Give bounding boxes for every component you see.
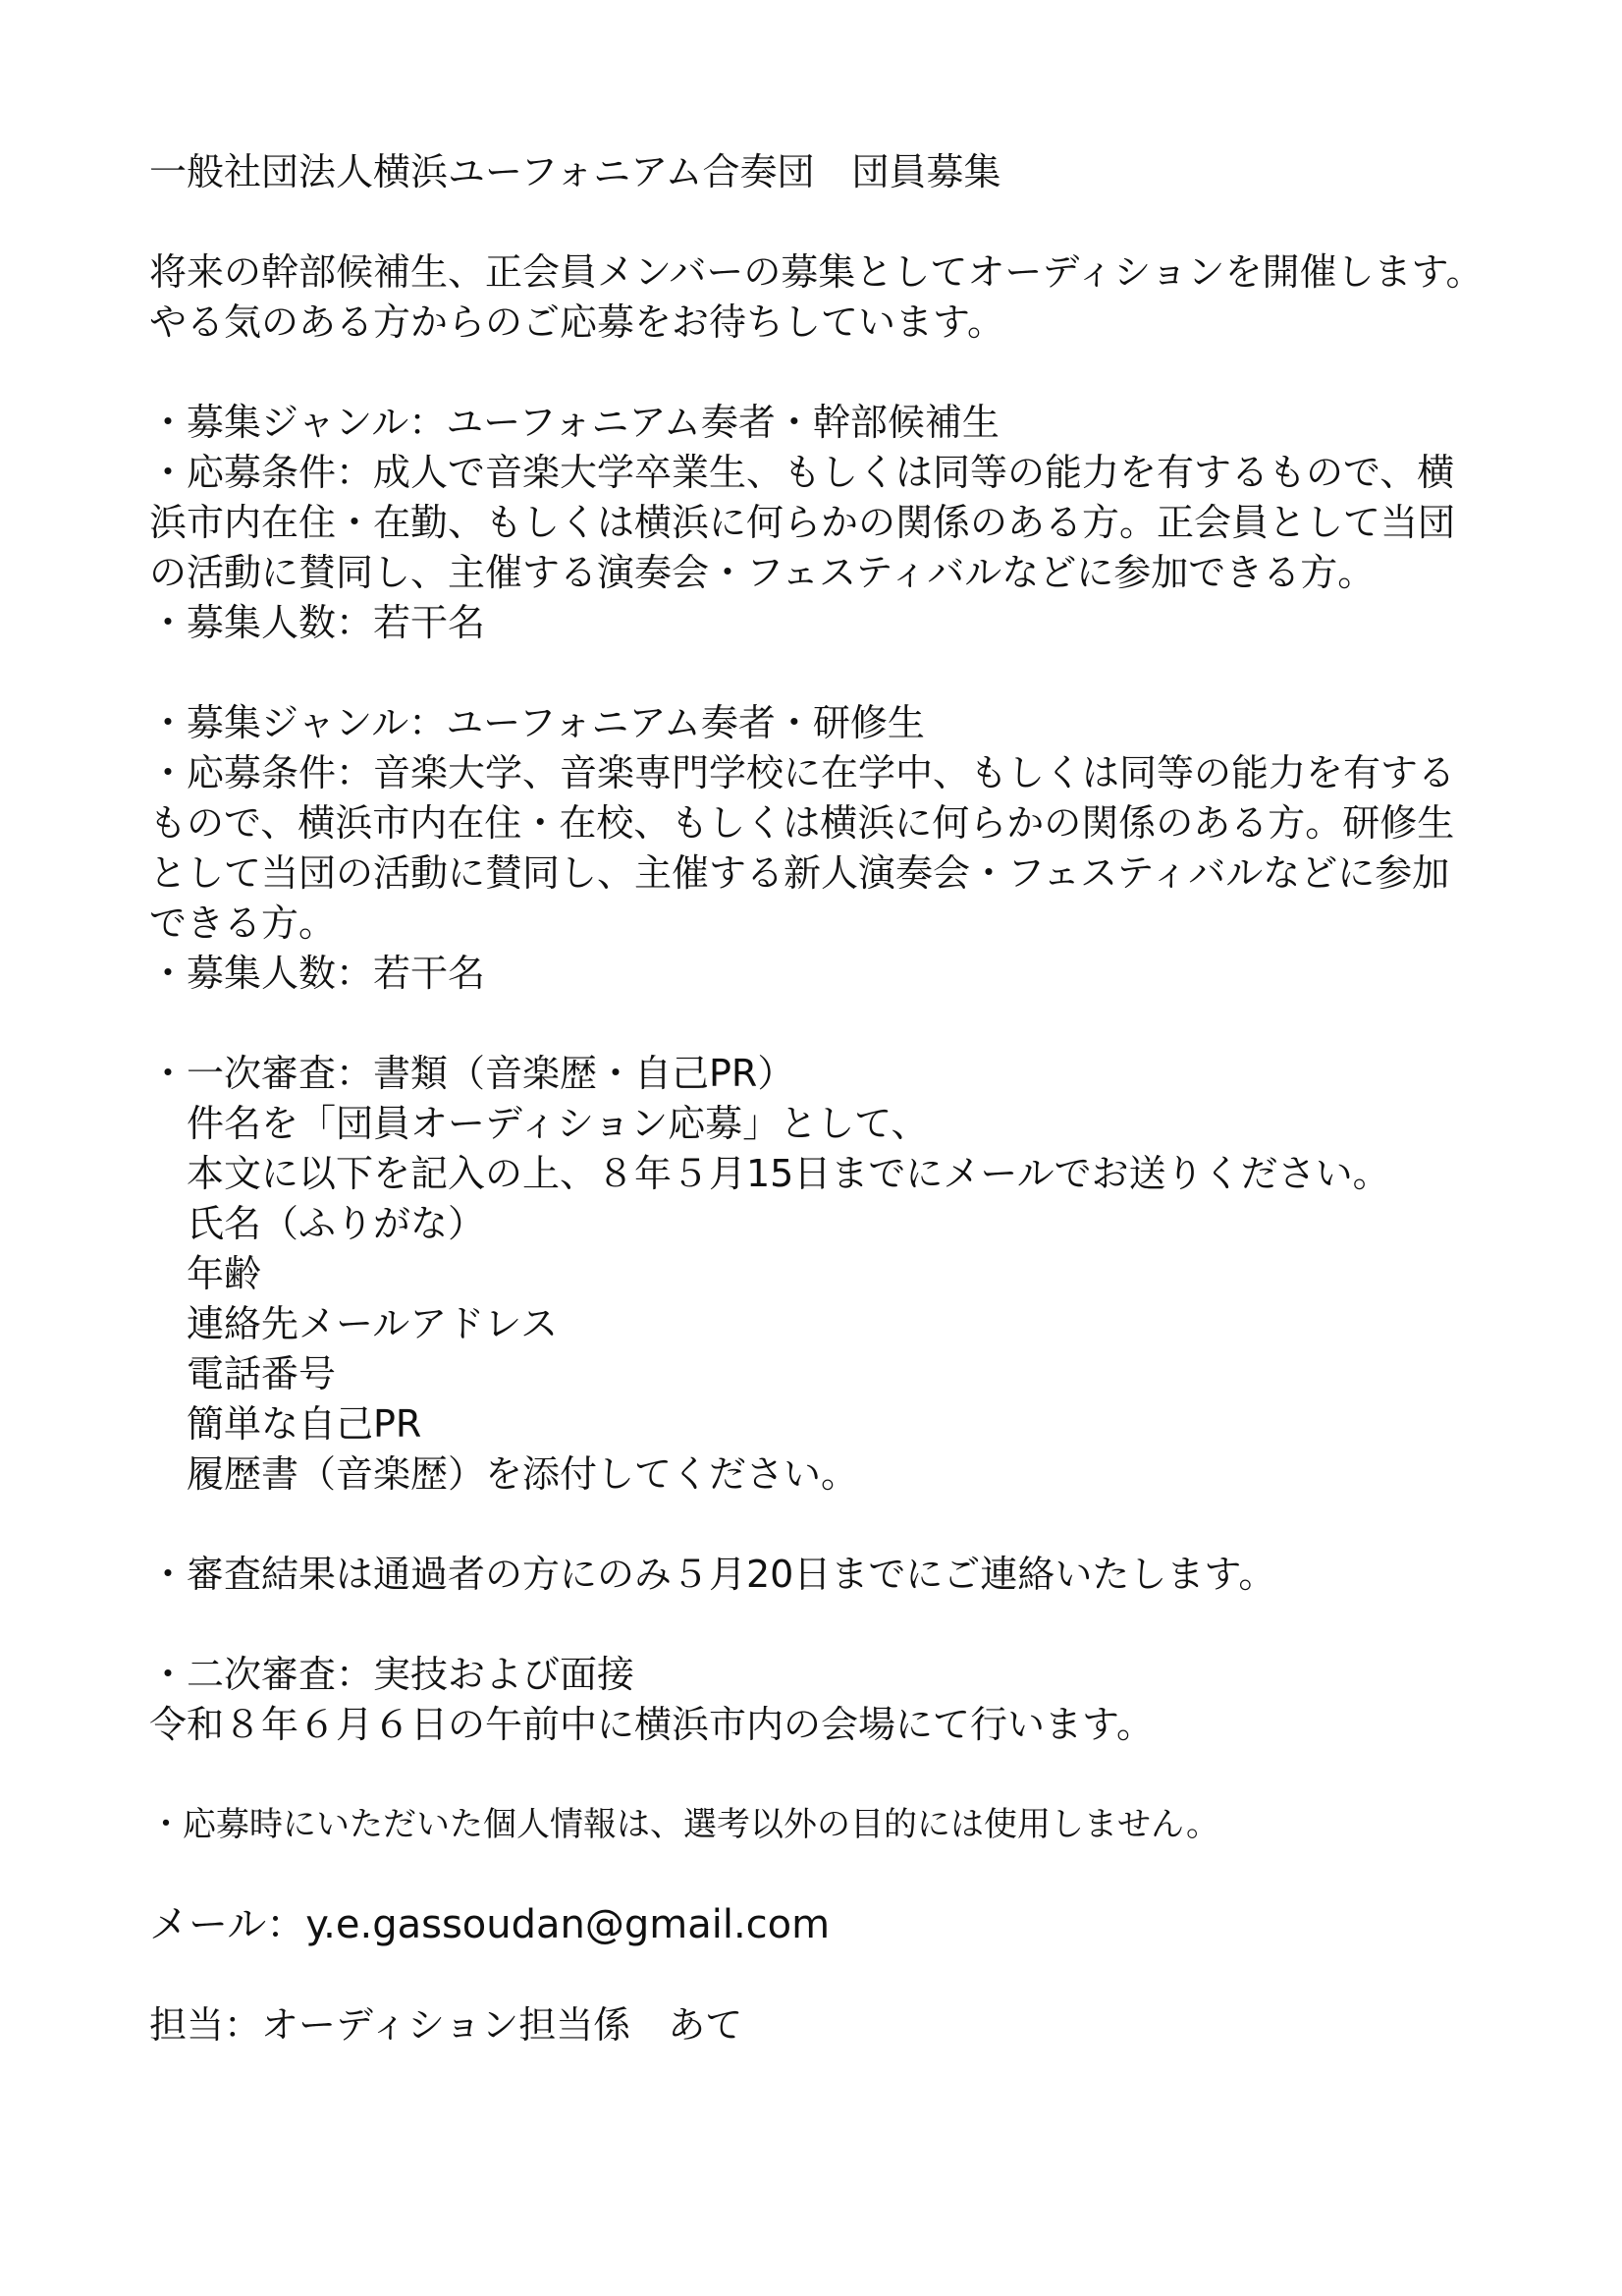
second-screening-detail: 令和８年６月６日の午前中に横浜市内の会場にて行います。 xyxy=(149,1703,1154,1746)
email-subject-instruction: 件名を「団員オーディション応募」として、 xyxy=(187,1102,929,1145)
second-screening-heading: ・二次審査：実技および面接 xyxy=(149,1653,635,1696)
privacy-notice: ・応募時にいただいた個人情報は、選考以外の目的には使用しません。 xyxy=(149,1805,1220,1844)
required-item: 簡単な自己PR xyxy=(187,1402,422,1446)
contact-email: メール：y.e.gassoudan@gmail.com xyxy=(149,1902,831,1947)
spacer xyxy=(149,1750,1485,1800)
email-body-instruction: 本文に以下を記入の上、８年５月15日までにメールでお送りください。 xyxy=(187,1152,1390,1195)
spacer xyxy=(149,1950,1485,2000)
spacer xyxy=(149,999,1485,1049)
spacer xyxy=(149,1850,1485,1900)
spacer xyxy=(149,1600,1485,1650)
spacer xyxy=(149,648,1485,698)
document-title: 一般社団法人横浜ユーフォニアム合奏団 団員募集 xyxy=(149,150,1001,193)
recruit-count: ・募集人数：若干名 xyxy=(149,601,486,644)
recruit-genre: ・募集ジャンル：ユーフォニアム奏者・研修生 xyxy=(149,701,925,744)
required-item: 年齢 xyxy=(187,1252,262,1295)
required-item: 電話番号 xyxy=(187,1352,337,1395)
first-screening-heading: ・一次審査：書類（音楽歴・自己PR） xyxy=(149,1052,795,1095)
application-conditions: ・応募条件：成人で音楽大学卒業生、もしくは同等の能力を有するもので、横浜市内在住・在勤、もしくは横浜に何らかの関係のある方。正会員として当団の活動に賛同し、主催する演奏会・フェスティバルなどに参加できる方。 xyxy=(149,451,1456,594)
first-screening xyxy=(149,1049,1485,1500)
spacer xyxy=(149,348,1485,398)
contact-person: 担当：オーディション担当係 あて xyxy=(149,2003,743,2047)
required-item: 連絡先メールアドレス xyxy=(187,1302,559,1345)
application-conditions: ・応募条件：音楽大学、音楽専門学校に在学中、もしくは同等の能力を有するもので、横浜市内在住・在校、もしくは横浜に何らかの関係のある方。研修生として当団の活動に賛同し、主催する新人演奏会・フェスティバルなどに参加できる方。 xyxy=(149,751,1456,945)
intro-text: やる気のある方からのご応募をお待ちしています。 xyxy=(149,301,1004,344)
second-screening xyxy=(149,1650,1485,1750)
result-notice: ・審査結果は通過者の方にのみ５月20日までにご連絡いたします。 xyxy=(149,1553,1276,1596)
spacer xyxy=(149,197,1485,247)
required-item: 氏名（ふりがな） xyxy=(187,1202,486,1245)
required-item: 履歴書（音楽歴）を添付してください。 xyxy=(187,1452,859,1496)
intro-text: 将来の幹部候補生、正会員メンバーの募集としてオーディションを開催します。 xyxy=(149,250,1484,294)
recruit-count: ・募集人数：若干名 xyxy=(149,952,486,995)
recruit-genre: ・募集ジャンル：ユーフォニアム奏者・幹部候補生 xyxy=(149,401,1000,444)
section-trainee xyxy=(149,698,1485,999)
spacer xyxy=(149,1500,1485,1550)
document-body xyxy=(149,147,1485,2050)
section-regular-member xyxy=(149,398,1485,648)
